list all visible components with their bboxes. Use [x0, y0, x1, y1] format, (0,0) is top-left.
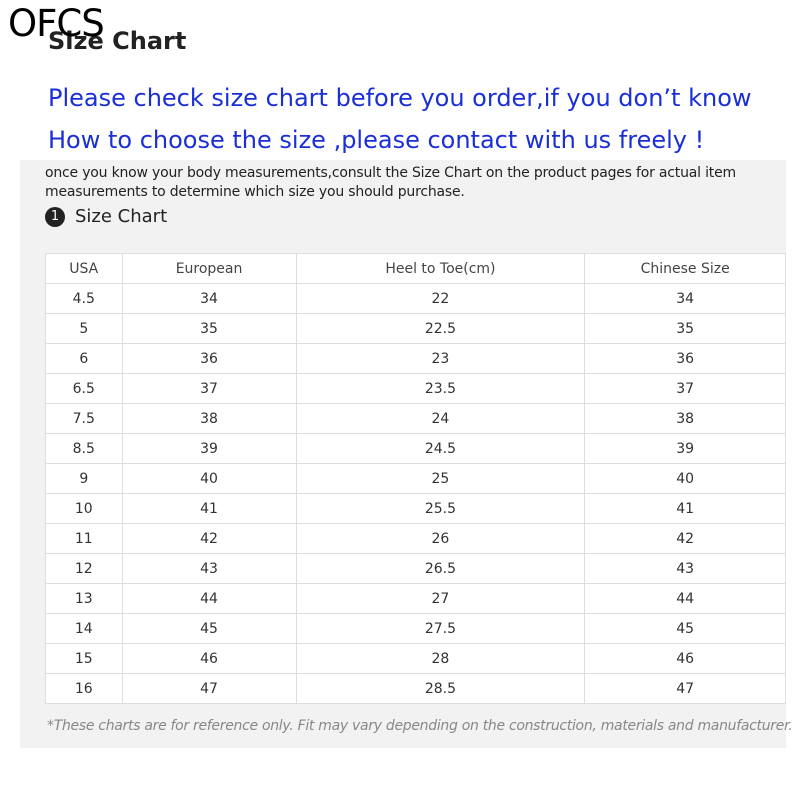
cell-usa: 13 [46, 584, 123, 614]
notice-line-1: Please check size chart before you order,if you don’t know [48, 84, 752, 112]
table-row [46, 554, 786, 584]
cell-european: 41 [122, 494, 296, 524]
table-row [46, 614, 786, 644]
cell-chinese-size: 46 [585, 644, 786, 674]
cell-chinese-size: 47 [585, 674, 786, 704]
table-row [46, 314, 786, 344]
column-header-usa: USA [46, 254, 123, 284]
cell-usa: 14 [46, 614, 123, 644]
cell-european: 37 [122, 374, 296, 404]
table-row [46, 524, 786, 554]
cell-usa: 12 [46, 554, 123, 584]
table-row [46, 404, 786, 434]
cell-usa: 15 [46, 644, 123, 674]
size-table [45, 253, 786, 704]
section-header [45, 206, 167, 227]
cell-chinese-size: 34 [585, 284, 786, 314]
cell-chinese-size: 36 [585, 344, 786, 374]
section-title: Size Chart [75, 206, 168, 227]
notice-line-2: How to choose the size ,please contact with us freely ! [48, 126, 705, 154]
cell-chinese-size: 43 [585, 554, 786, 584]
cell-usa: 6.5 [46, 374, 123, 404]
cell-heel-to-toe: 22 [296, 284, 585, 314]
cell-usa: 11 [46, 524, 123, 554]
cell-heel-to-toe: 25.5 [296, 494, 585, 524]
cell-european: 38 [122, 404, 296, 434]
footnote: *These charts are for reference only. Fit may vary depending on the construction, materials and manufacturer. [47, 718, 793, 734]
cell-european: 39 [122, 434, 296, 464]
column-header-heel-to-toe: Heel to Toe(cm) [296, 254, 585, 284]
cell-chinese-size: 39 [585, 434, 786, 464]
cell-heel-to-toe: 24.5 [296, 434, 585, 464]
intro-text: once you know your body measurements,consult the Size Chart on the product pages for actual item measurements to determine which size you should purchase. [45, 165, 736, 200]
cell-usa: 16 [46, 674, 123, 704]
cell-european: 40 [122, 464, 296, 494]
table-row [46, 464, 786, 494]
cell-european: 43 [122, 554, 296, 584]
table-row [46, 374, 786, 404]
cell-chinese-size: 44 [585, 584, 786, 614]
cell-heel-to-toe: 25 [296, 464, 585, 494]
cell-usa: 9 [46, 464, 123, 494]
cell-heel-to-toe: 22.5 [296, 314, 585, 344]
cell-usa: 8.5 [46, 434, 123, 464]
table-header-row [46, 254, 786, 284]
column-header-european: European [122, 254, 296, 284]
table-row [46, 674, 786, 704]
cell-european: 36 [122, 344, 296, 374]
cell-chinese-size: 42 [585, 524, 786, 554]
cell-heel-to-toe: 27 [296, 584, 585, 614]
cell-european: 45 [122, 614, 296, 644]
cell-heel-to-toe: 24 [296, 404, 585, 434]
cell-european: 35 [122, 314, 296, 344]
table-body [46, 284, 786, 704]
page-title: Size Chart [48, 27, 187, 55]
cell-european: 47 [122, 674, 296, 704]
cell-chinese-size: 41 [585, 494, 786, 524]
cell-usa: 6 [46, 344, 123, 374]
cell-european: 44 [122, 584, 296, 614]
cell-heel-to-toe: 27.5 [296, 614, 585, 644]
cell-european: 34 [122, 284, 296, 314]
cell-european: 46 [122, 644, 296, 674]
cell-chinese-size: 35 [585, 314, 786, 344]
table-row [46, 434, 786, 464]
table-row [46, 644, 786, 674]
cell-heel-to-toe: 26 [296, 524, 585, 554]
brand-logo: OFCS [8, 2, 104, 45]
cell-chinese-size: 37 [585, 374, 786, 404]
cell-usa: 7.5 [46, 404, 123, 434]
cell-heel-to-toe: 28 [296, 644, 585, 674]
table-row [46, 494, 786, 524]
table-row [46, 284, 786, 314]
section-number-badge: 1 [45, 207, 65, 227]
cell-chinese-size: 40 [585, 464, 786, 494]
cell-european: 42 [122, 524, 296, 554]
table-row [46, 584, 786, 614]
cell-chinese-size: 38 [585, 404, 786, 434]
cell-heel-to-toe: 28.5 [296, 674, 585, 704]
cell-usa: 4.5 [46, 284, 123, 314]
cell-chinese-size: 45 [585, 614, 786, 644]
cell-heel-to-toe: 23.5 [296, 374, 585, 404]
cell-usa: 5 [46, 314, 123, 344]
cell-heel-to-toe: 26.5 [296, 554, 585, 584]
column-header-chinese-size: Chinese Size [585, 254, 786, 284]
cell-usa: 10 [46, 494, 123, 524]
table-row [46, 344, 786, 374]
cell-heel-to-toe: 23 [296, 344, 585, 374]
